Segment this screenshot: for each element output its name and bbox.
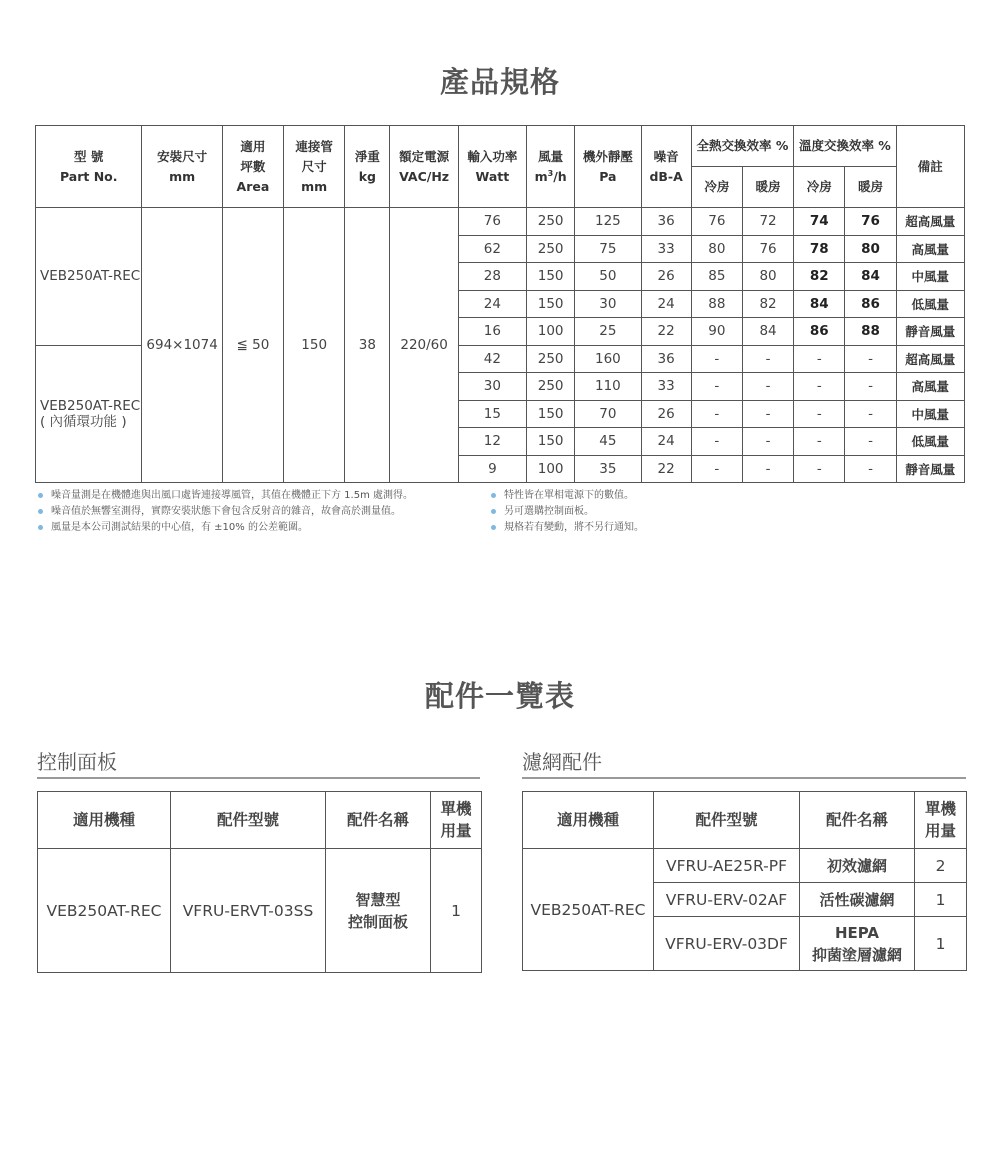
tc-cell: - <box>794 345 845 373</box>
tw-cell: - <box>845 455 896 483</box>
hc-cell: - <box>691 400 742 428</box>
filter-header-qty: 單機 用量 <box>915 792 967 849</box>
spec-table <box>35 125 965 483</box>
note-cell: 低風量 <box>896 428 964 456</box>
pressure-cell: 160 <box>575 345 641 373</box>
noise-cell: 36 <box>641 208 691 236</box>
model-cell: VEB250AT-REC ( 內循環功能 ) <box>36 345 142 483</box>
airflow-cell: 250 <box>527 373 575 401</box>
pressure-cell: 75 <box>575 235 641 263</box>
pressure-cell: 110 <box>575 373 641 401</box>
note-cell: 靜音風量 <box>896 455 964 483</box>
tw-cell: - <box>845 428 896 456</box>
header-voltage: 額定電源 VAC/Hz <box>390 126 458 208</box>
tc-cell: - <box>794 455 845 483</box>
power-cell: 62 <box>458 235 526 263</box>
note-cell: 超高風量 <box>896 345 964 373</box>
tc-cell: - <box>794 373 845 401</box>
area-cell: ≦ 50 <box>222 208 283 483</box>
airflow-cell: 150 <box>527 263 575 291</box>
tc-cell: 74 <box>794 208 845 236</box>
filter-name: HEPA 抑菌塗層濾網 <box>800 917 915 971</box>
model-cell: VEB250AT-REC <box>36 208 142 346</box>
pressure-cell: 50 <box>575 263 641 291</box>
power-cell: 28 <box>458 263 526 291</box>
control-model: VEB250AT-REC <box>38 849 171 973</box>
airflow-cell: 150 <box>527 290 575 318</box>
note-cell: 高風量 <box>896 373 964 401</box>
filter-title: 濾網配件 <box>522 750 602 774</box>
hw-cell: 84 <box>742 318 793 346</box>
tw-cell: - <box>845 373 896 401</box>
control-name: 智慧型 控制面板 <box>326 849 431 973</box>
airflow-cell: 250 <box>527 345 575 373</box>
filter-header-model: 適用機種 <box>523 792 654 849</box>
tc-cell: 84 <box>794 290 845 318</box>
airflow-cell: 250 <box>527 208 575 236</box>
filter-header-name: 配件名稱 <box>800 792 915 849</box>
header-power: 輸入功率 Watt <box>458 126 526 208</box>
tw-cell: 76 <box>845 208 896 236</box>
header-size: 安裝尺寸 mm <box>142 126 222 208</box>
header-airflow: 風量 $m^3/h$ <box>527 126 575 208</box>
airflow-cell: 150 <box>527 428 575 456</box>
header-temp-efficiency: 溫度交換效率 % <box>794 126 896 167</box>
filter-divider <box>522 777 966 779</box>
filter-name: 初效濾網 <box>800 849 915 883</box>
pressure-cell: 125 <box>575 208 641 236</box>
note-cell: 超高風量 <box>896 208 964 236</box>
noise-cell: 26 <box>641 400 691 428</box>
header-heat-efficiency: 全熱交換效率 % <box>691 126 793 167</box>
filter-qty: 2 <box>915 849 967 883</box>
notes-left <box>35 488 475 536</box>
spec-body <box>36 208 965 483</box>
note-item: 規格若有變動，將不另行通知。 <box>488 520 888 536</box>
power-cell: 12 <box>458 428 526 456</box>
hw-cell: - <box>742 400 793 428</box>
tw-cell: 80 <box>845 235 896 263</box>
filter-header-part: 配件型號 <box>654 792 800 849</box>
noise-cell: 26 <box>641 263 691 291</box>
filter-qty: 1 <box>915 917 967 971</box>
pressure-cell: 45 <box>575 428 641 456</box>
voltage-cell: 220/60 <box>390 208 458 483</box>
control-part: VFRU-ERVT-03SS <box>171 849 326 973</box>
header-model: 型 號 Part No. <box>36 126 142 208</box>
hw-cell: - <box>742 428 793 456</box>
size-cell: 694×1074 <box>142 208 222 483</box>
note-cell: 中風量 <box>896 263 964 291</box>
hw-cell: 76 <box>742 235 793 263</box>
pressure-cell: 35 <box>575 455 641 483</box>
tw-cell: 88 <box>845 318 896 346</box>
tw-cell: 84 <box>845 263 896 291</box>
control-header-model: 適用機種 <box>38 792 171 849</box>
filter-part: VFRU-AE25R-PF <box>654 849 800 883</box>
power-cell: 76 <box>458 208 526 236</box>
header-noise: 噪音 dB-A <box>641 126 691 208</box>
power-cell: 42 <box>458 345 526 373</box>
hc-cell: - <box>691 455 742 483</box>
hc-cell: 88 <box>691 290 742 318</box>
tc-cell: - <box>794 400 845 428</box>
filter-table <box>522 791 967 971</box>
control-header-qty: 單機 用量 <box>431 792 482 849</box>
hc-cell: 76 <box>691 208 742 236</box>
airflow-cell: 150 <box>527 400 575 428</box>
header-temp-warm: 暖房 <box>845 167 896 208</box>
hc-cell: 85 <box>691 263 742 291</box>
filter-name: 活性碳濾網 <box>800 883 915 917</box>
filter-part: VFRU-ERV-03DF <box>654 917 800 971</box>
note-item: 風量是本公司測試結果的中心值，有 ±10% 的公差範圍。 <box>35 520 475 536</box>
hw-cell: 82 <box>742 290 793 318</box>
note-cell: 中風量 <box>896 400 964 428</box>
hc-cell: - <box>691 373 742 401</box>
notes-right <box>488 488 888 536</box>
tw-cell: - <box>845 400 896 428</box>
note-item: 另可選購控制面板。 <box>488 504 888 520</box>
spec-title: 產品規格 <box>439 65 560 99</box>
control-qty: 1 <box>431 849 482 973</box>
header-weight: 淨重 kg <box>345 126 390 208</box>
control-panel-title: 控制面板 <box>37 750 117 774</box>
airflow-cell: 250 <box>527 235 575 263</box>
hw-cell: - <box>742 345 793 373</box>
tc-cell: - <box>794 428 845 456</box>
pipe-cell: 150 <box>284 208 345 483</box>
hc-cell: - <box>691 428 742 456</box>
tw-cell: 86 <box>845 290 896 318</box>
accessories-title: 配件一覽表 <box>424 679 575 713</box>
control-panel-divider <box>37 777 480 779</box>
noise-cell: 33 <box>641 373 691 401</box>
noise-cell: 33 <box>641 235 691 263</box>
header-note: 備註 <box>896 126 964 208</box>
tw-cell: - <box>845 345 896 373</box>
noise-cell: 24 <box>641 428 691 456</box>
filter-model: VEB250AT-REC <box>523 849 654 971</box>
note-item: 噪音值於無響室測得，實際安裝狀態下會包含反射音的雜音，故會高於測量值。 <box>35 504 475 520</box>
hw-cell: 72 <box>742 208 793 236</box>
control-header-part: 配件型號 <box>171 792 326 849</box>
tc-cell: 86 <box>794 318 845 346</box>
power-cell: 9 <box>458 455 526 483</box>
control-header-name: 配件名稱 <box>326 792 431 849</box>
pressure-cell: 25 <box>575 318 641 346</box>
note-cell: 低風量 <box>896 290 964 318</box>
note-cell: 靜音風量 <box>896 318 964 346</box>
power-cell: 24 <box>458 290 526 318</box>
header-area: 適用 坪數 Area <box>222 126 283 208</box>
hc-cell: 80 <box>691 235 742 263</box>
power-cell: 16 <box>458 318 526 346</box>
header-temp-cool: 冷房 <box>794 167 845 208</box>
airflow-cell: 100 <box>527 318 575 346</box>
hc-cell: 90 <box>691 318 742 346</box>
noise-cell: 22 <box>641 455 691 483</box>
note-item: 特性皆在單相電源下的數值。 <box>488 488 888 504</box>
tc-cell: 78 <box>794 235 845 263</box>
header-pipe: 連接管 尺寸 mm <box>284 126 345 208</box>
header-heat-cool: 冷房 <box>691 167 742 208</box>
noise-cell: 36 <box>641 345 691 373</box>
filter-part: VFRU-ERV-02AF <box>654 883 800 917</box>
noise-cell: 24 <box>641 290 691 318</box>
hc-cell: - <box>691 345 742 373</box>
pressure-cell: 30 <box>575 290 641 318</box>
hw-cell: - <box>742 373 793 401</box>
noise-cell: 22 <box>641 318 691 346</box>
note-cell: 高風量 <box>896 235 964 263</box>
note-item: 噪音量測是在機體進與出風口處皆連接導風管，其值在機體正下方 1.5m 處測得。 <box>35 488 475 504</box>
filter-qty: 1 <box>915 883 967 917</box>
spec-row <box>36 208 965 236</box>
tc-cell: 82 <box>794 263 845 291</box>
header-heat-warm: 暖房 <box>742 167 793 208</box>
hw-cell: 80 <box>742 263 793 291</box>
header-pressure: 機外靜壓 Pa <box>575 126 641 208</box>
hw-cell: - <box>742 455 793 483</box>
power-cell: 15 <box>458 400 526 428</box>
pressure-cell: 70 <box>575 400 641 428</box>
control-panel-table <box>37 791 482 973</box>
weight-cell: 38 <box>345 208 390 483</box>
airflow-cell: 100 <box>527 455 575 483</box>
power-cell: 30 <box>458 373 526 401</box>
